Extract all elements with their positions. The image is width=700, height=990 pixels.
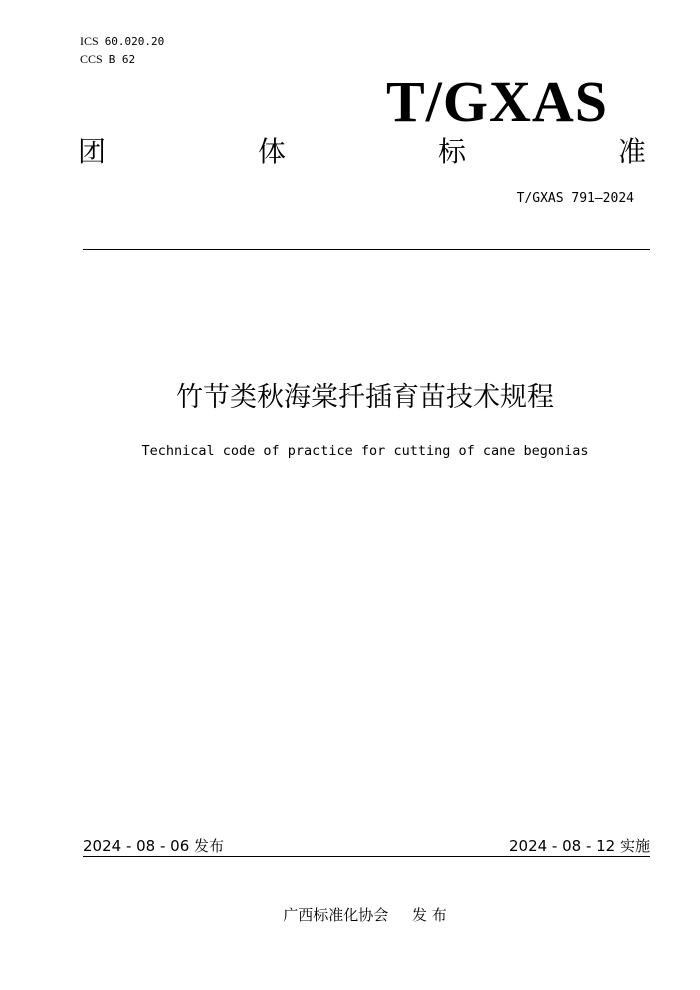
ccs-label: CCS: [80, 52, 103, 66]
ccs-value: B 62: [108, 53, 136, 66]
ccs-code: [80, 52, 135, 67]
standard-type-char: 标: [437, 135, 466, 168]
document-title-en: Technical code of practice for cutting of cane begonias: [141, 443, 589, 459]
publisher: 广西标准化协会 发 布: [283, 906, 447, 924]
standard-type-char: 团: [78, 135, 107, 168]
ics-code: [80, 34, 164, 49]
issue-date: 2024 - 08 - 06 发布: [83, 837, 225, 855]
document-title-cn: 竹节类秋海棠扦插育苗技术规程: [176, 382, 554, 413]
organization-mark: T/GXAS: [386, 69, 608, 134]
standard-type: [78, 134, 646, 170]
ics-label: ICS: [80, 34, 99, 48]
bottom-divider: [83, 856, 650, 857]
implementation-date: 2024 - 08 - 12 实施: [508, 837, 650, 855]
standard-type-char: 准: [617, 135, 646, 168]
standard-number: T/GXAS 791—2024: [516, 191, 634, 206]
ics-value: 60.020.20: [104, 35, 165, 48]
standard-type-char: 体: [257, 135, 286, 168]
top-divider: [83, 249, 650, 250]
